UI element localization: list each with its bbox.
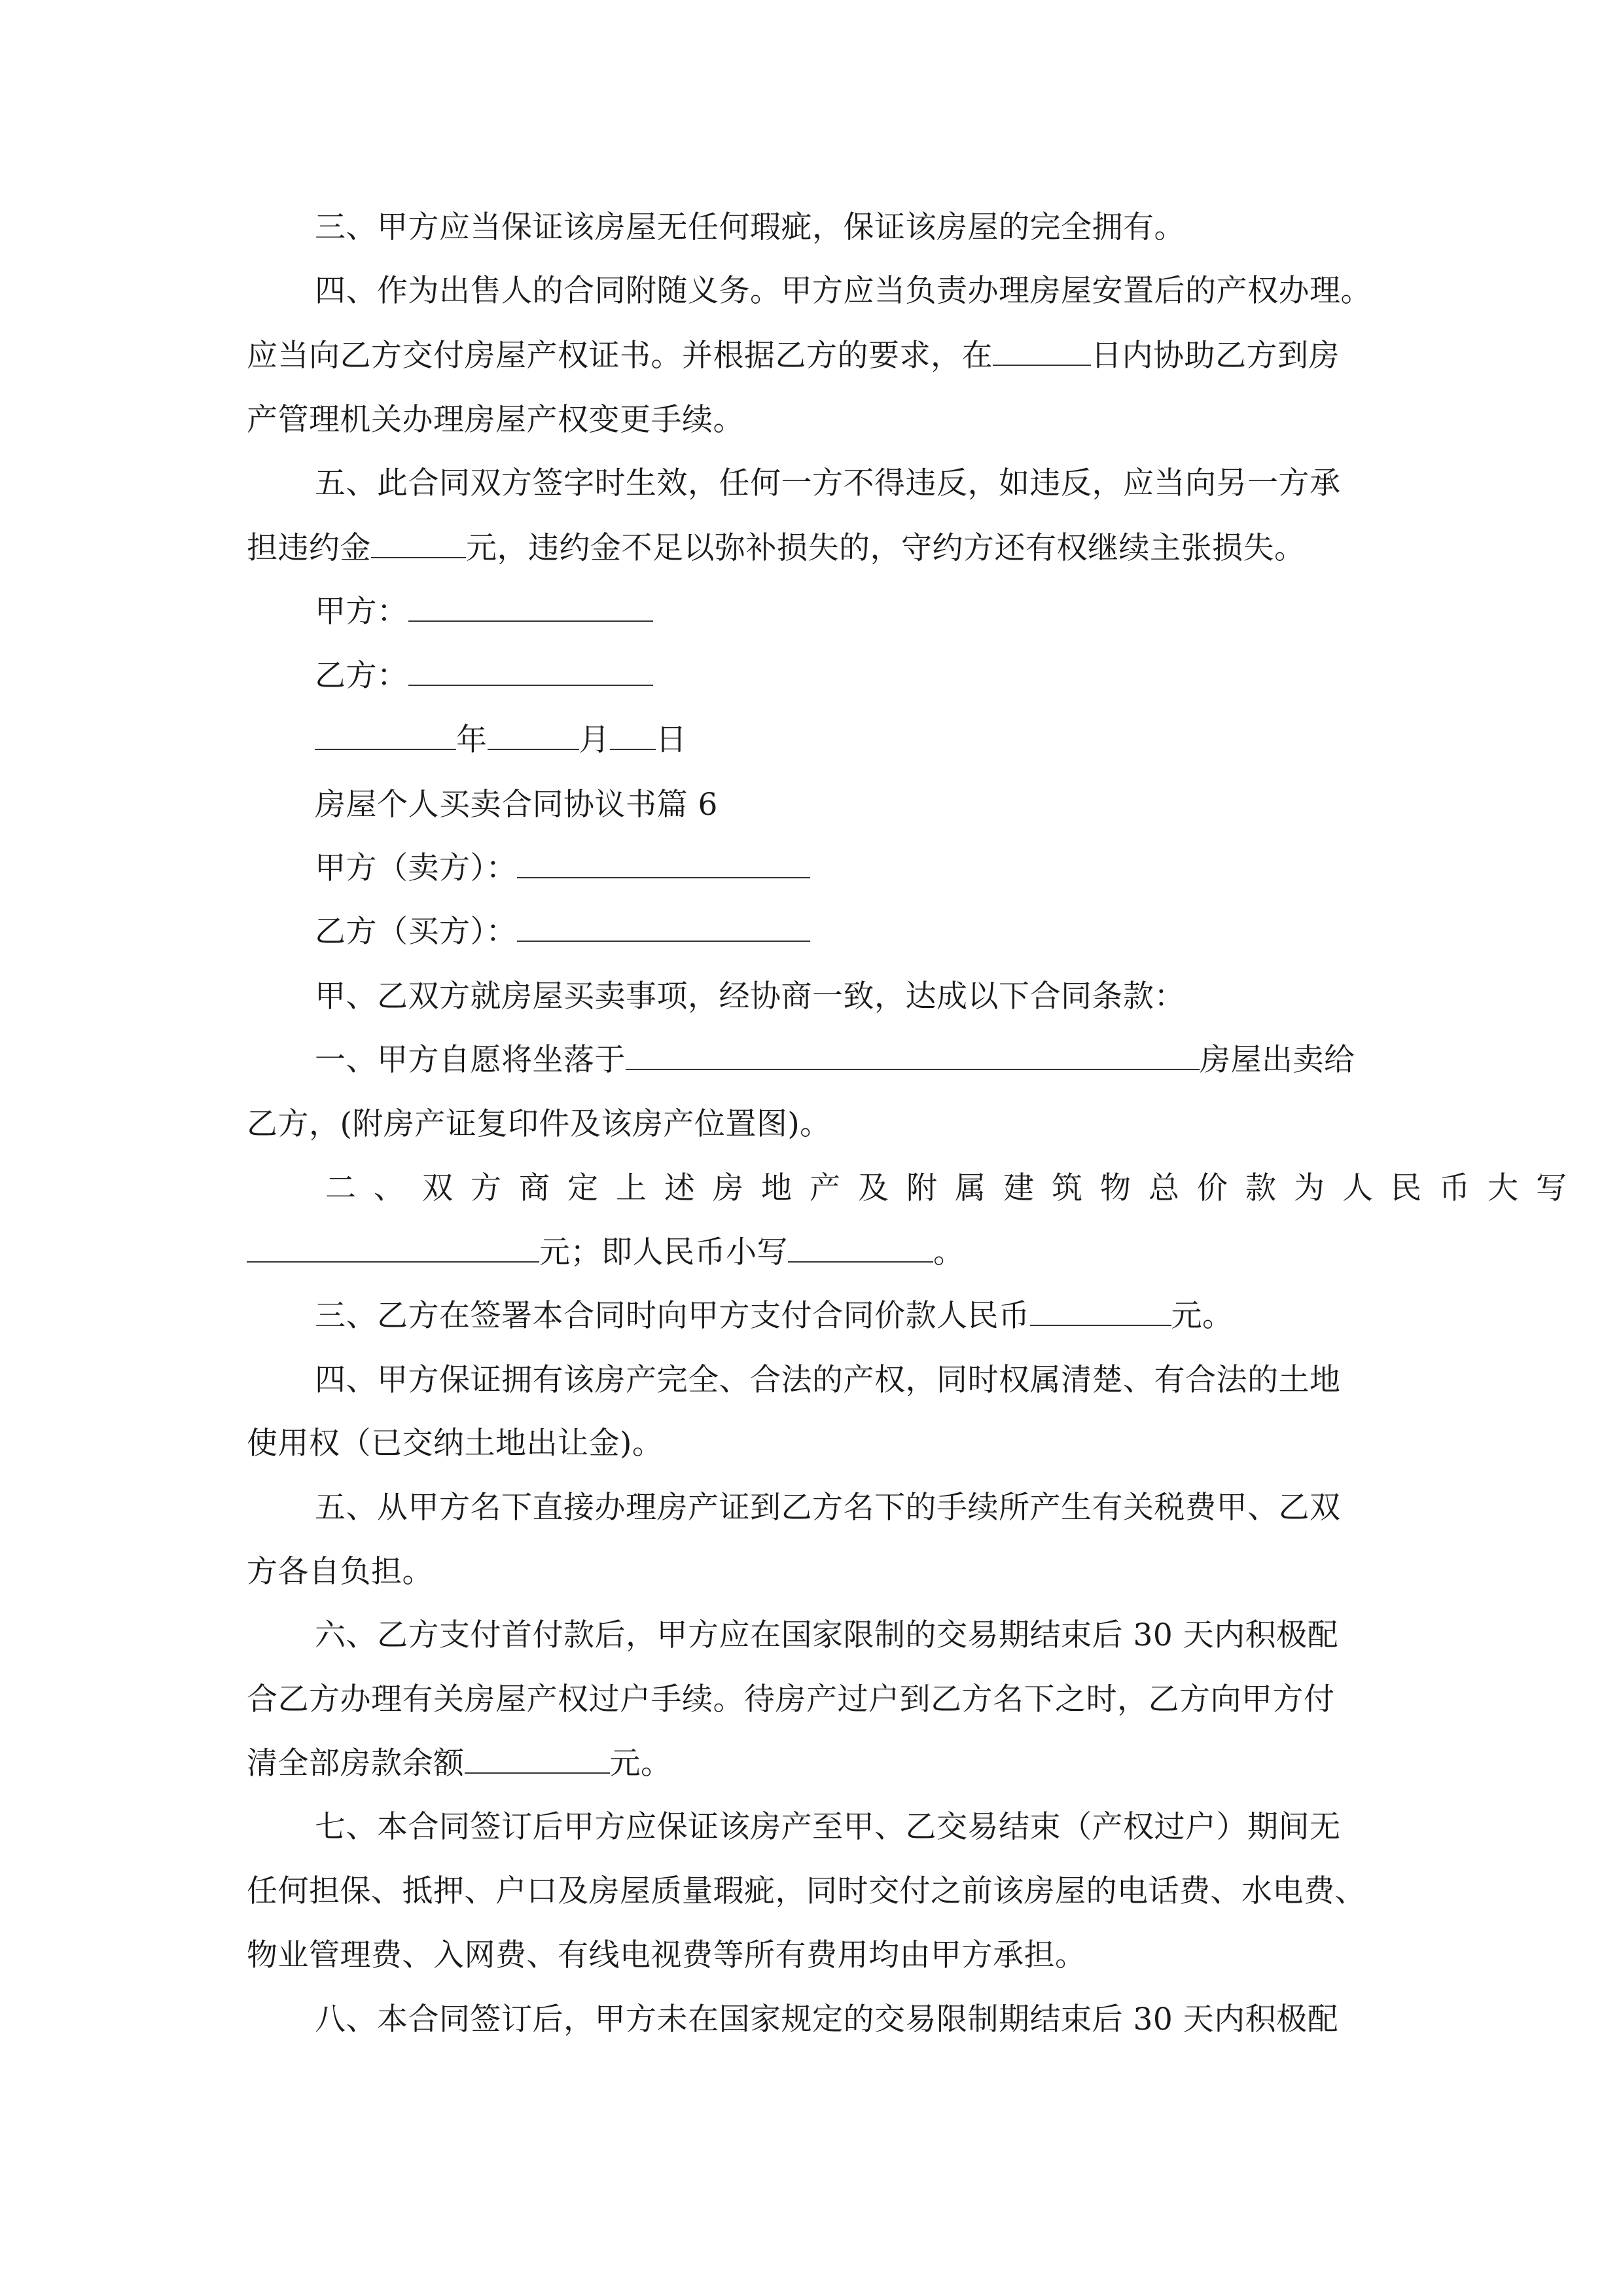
seller-label: 甲方（卖方）： (315, 850, 517, 886)
intro-line: 甲、乙双方就房屋买卖事项，经协商一致，达成以下合同条款： (315, 978, 1185, 1014)
month-blank[interactable] (488, 721, 579, 750)
clause-4-text-b: 日内协助乙方到房 (1091, 338, 1340, 374)
article-2-text-b: 。 (933, 1234, 965, 1270)
clause-4-text-a: 应当向乙方交付房屋产权证书。并根据乙方的要求，在 (247, 338, 993, 374)
section-title: 房屋个人买卖合同协议书篇 6 (315, 787, 718, 823)
penalty-text-b: 元，违约金不足以弥补损失的，守约方还有权继续主张损失。 (466, 530, 1306, 566)
month-label: 月 (579, 722, 610, 758)
signature-party-b (315, 656, 653, 696)
buyer-line (315, 912, 810, 952)
article-5-line-2: 方各自负担。 (247, 1554, 433, 1590)
clause-4-line-2 (247, 336, 1340, 376)
article-1-text-a: 一、甲方自愿将坐落于 (315, 1042, 626, 1078)
article-7-line-3: 物业管理费、入网费、有线电视费等所有费用均由甲方承担。 (247, 1937, 1086, 1973)
signature-a-label: 甲方： (315, 594, 408, 630)
article-6-text-b: 元。 (609, 1746, 672, 1782)
clause-4-line-3: 产管理机关办理房屋产权变更手续。 (247, 402, 744, 438)
article-6-line-3 (247, 1744, 672, 1784)
clause-4-line-1: 四、作为出售人的合同附随义务。甲方应当负责办理房屋安置后的产权办理。 (315, 273, 1372, 309)
article-6-line-1: 六、乙方支付首付款后，甲方应在国家限制的交易期结束后 30 天内积极配 (315, 1617, 1339, 1653)
signature-b-blank[interactable] (408, 657, 653, 686)
date-line (315, 721, 687, 760)
article-7-line-2: 任何担保、抵押、户口及房屋质量瑕疵，同时交付之前该房屋的电话费、水电费、 (247, 1873, 1366, 1909)
year-label: 年 (456, 722, 488, 758)
article-2-line-1: 二、双方商定上述房地产及附属建筑物总价款为人民币大写 (325, 1170, 1584, 1206)
article-5-line-1: 五、从甲方名下直接办理房产证到乙方名下的手续所产生有关税费甲、乙双 (315, 1490, 1341, 1526)
signature-b-label: 乙方： (315, 658, 408, 694)
day-label: 日 (656, 722, 687, 758)
article-3-line (315, 1297, 1234, 1336)
clause-5-line-1: 五、此合同双方签字时生效，任何一方不得违反，如违反，应当向另一方承 (315, 465, 1341, 501)
article-1-line-2: 乙方，(附房产证复印件及该房产位置图)。 (247, 1106, 831, 1142)
article-7-line-1: 七、本合同签订后甲方应保证该房产至甲、乙交易结束（产权过户）期间无 (315, 1809, 1341, 1845)
article-1-text-b: 房屋出卖给 (1200, 1042, 1355, 1078)
buyer-label: 乙方（买方）： (315, 914, 517, 950)
article-3-text-a: 三、乙方在签署本合同时向甲方支付合同价款人民币 (315, 1298, 1030, 1334)
price-uppercase-blank[interactable] (247, 1234, 539, 1263)
year-blank[interactable] (315, 721, 456, 750)
article-2-line-2 (247, 1233, 965, 1272)
seller-line (315, 849, 810, 888)
days-blank[interactable] (993, 337, 1091, 366)
article-4-line-1: 四、甲方保证拥有该房产完全、合法的产权，同时权属清楚、有合法的土地 (315, 1362, 1341, 1398)
signature-party-a (315, 592, 653, 632)
article-2-text-a: 元；即人民币小写 (539, 1234, 788, 1270)
article-4-line-2: 使用权（已交纳土地出让金)。 (247, 1426, 664, 1462)
location-blank[interactable] (626, 1041, 1200, 1070)
day-blank[interactable] (610, 721, 656, 750)
deposit-blank[interactable] (1030, 1297, 1171, 1326)
buyer-blank[interactable] (517, 913, 810, 942)
article-3-text-b: 元。 (1171, 1298, 1234, 1334)
price-lowercase-blank[interactable] (788, 1234, 933, 1263)
article-6-text-a: 清全部房款余额 (247, 1746, 465, 1782)
seller-blank[interactable] (517, 850, 810, 878)
clause-5-line-2 (247, 529, 1306, 568)
article-8-line-1: 八、本合同签订后，甲方未在国家规定的交易限制期结束后 30 天内积极配 (315, 2001, 1339, 2037)
signature-a-blank[interactable] (408, 593, 653, 622)
balance-blank[interactable] (465, 1745, 610, 1774)
clause-3-line: 三、甲方应当保证该房屋无任何瑕疵，保证该房屋的完全拥有。 (315, 209, 1185, 245)
article-6-line-2: 合乙方办理有关房屋产权过户手续。待房产过户到乙方名下之时，乙方向甲方付 (247, 1681, 1335, 1717)
article-1-line-1 (315, 1041, 1355, 1080)
penalty-amount-blank[interactable] (371, 529, 466, 558)
penalty-text-a: 担违约金 (247, 530, 371, 566)
